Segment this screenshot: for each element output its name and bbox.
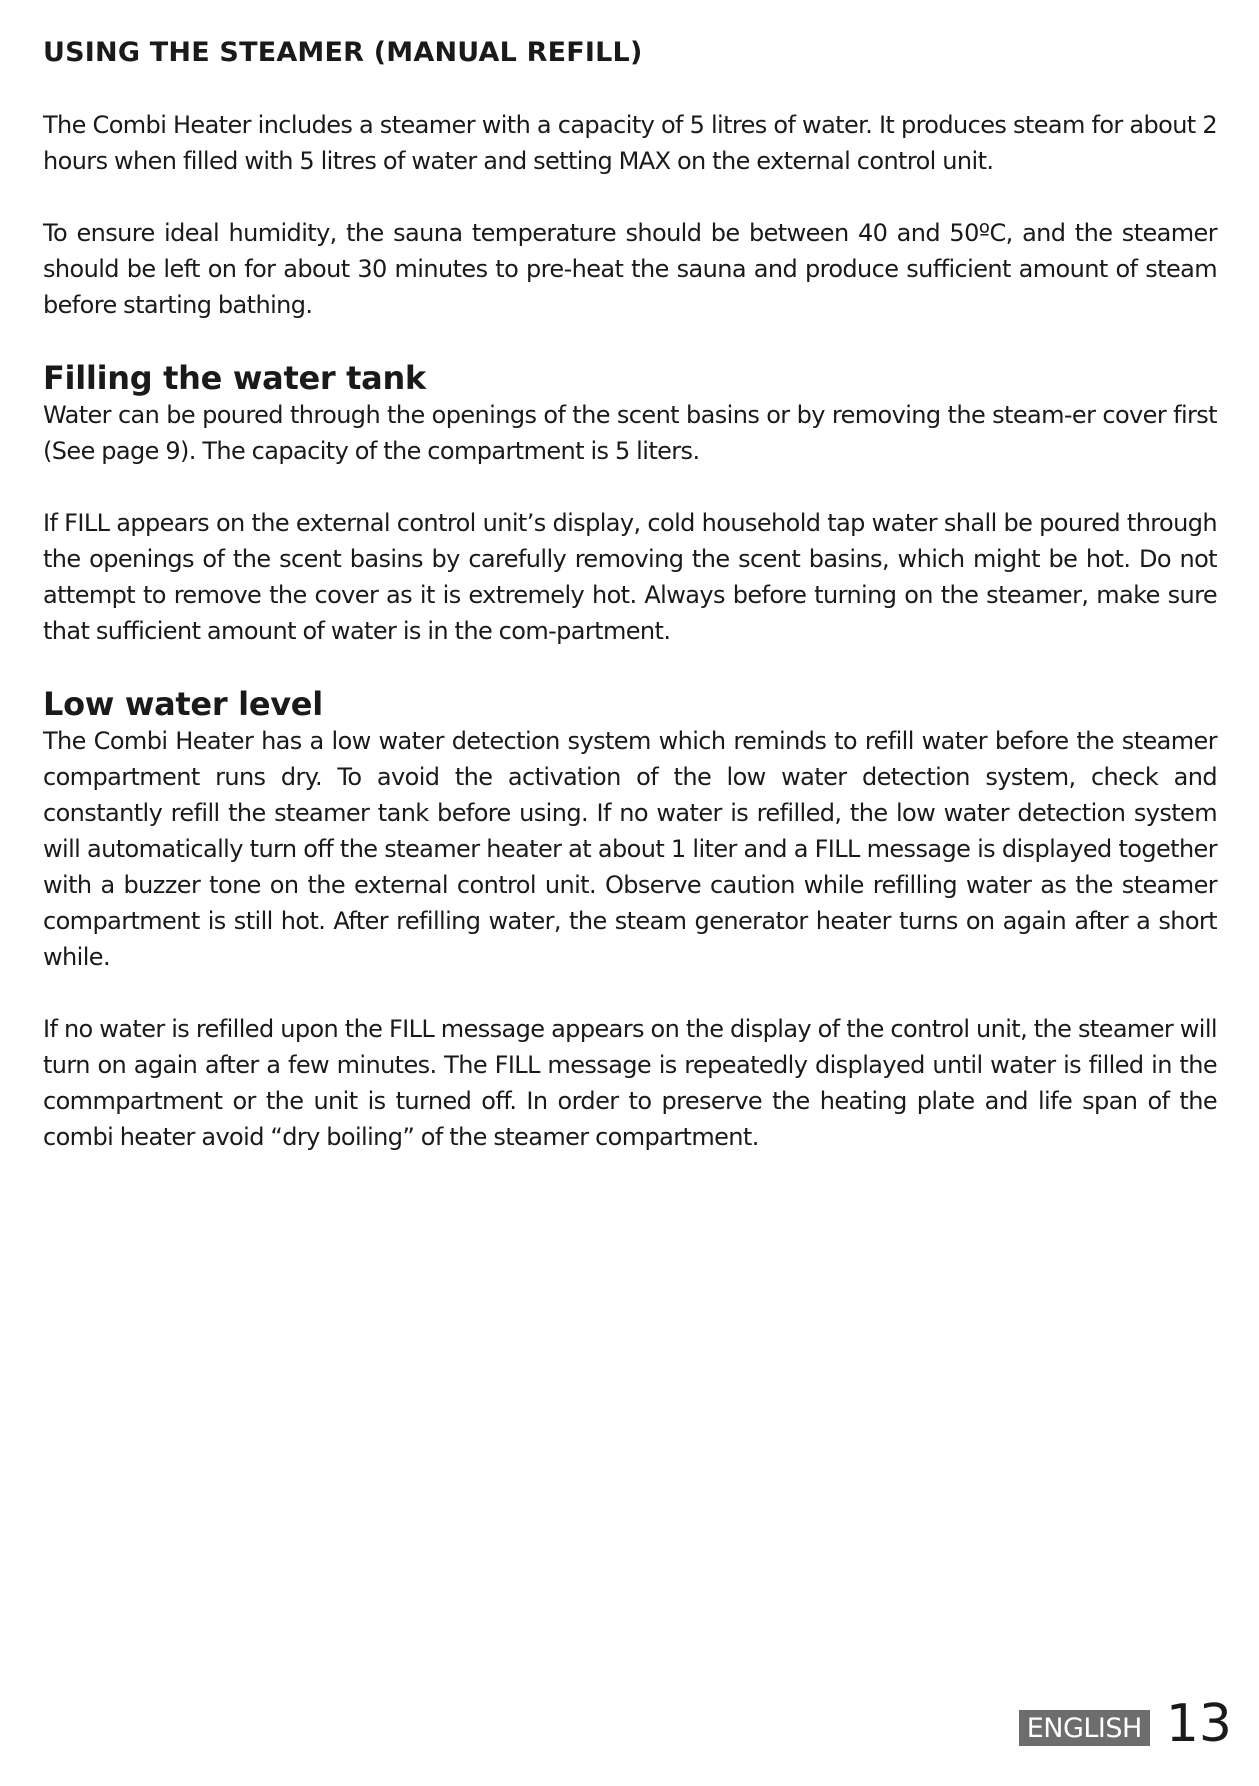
section-heading-low-water: Low water level — [43, 685, 323, 723]
low-water-paragraph-refill: If no water is refilled upon the FILL message appears on the display of the control unit, the steamer will turn on again after a few minutes. The FILL message is repeatedly displayed until water is filled in the commpartment or the unit is turned off. In order to preserve the heating plate and life span of the combi heater avoid “dry boiling” of the steamer compartment. — [43, 1015, 1217, 1151]
filling-paragraph-fill-message: If FILL appears on the external control unit’s display, cold household tap water shall be poured through the openings of the scent basins by carefully removing the scent basins, which might be hot. Do not attempt to remove the cover as it is extremely hot. Always before turning on the steamer, make sure that sufficient amount of water is in the com-partment. — [43, 509, 1217, 645]
language-badge: ENGLISH — [1019, 1710, 1150, 1746]
intro-paragraph-capacity: The Combi Heater includes a steamer with a capacity of 5 litres of water. It produces steam for about 2 hours when filled with 5 litres of water and setting MAX on the external control unit. — [43, 111, 1217, 175]
page-footer — [1019, 1694, 1232, 1754]
filling-paragraph-pouring: Water can be poured through the openings of the scent basins or by removing the steam-er cover first (See page 9). The capacity of the compartment is 5 liters. — [43, 401, 1217, 465]
document-page — [43, 36, 1217, 1191]
page-title: USING THE STEAMER (MANUAL REFILL) — [43, 37, 643, 68]
low-water-paragraph-detection: The Combi Heater has a low water detection system which reminds to refill water before the steamer compartment runs dry. To avoid the activation of the low water detection system, check and constantly refill the steamer tank before using. If no water is refilled, the low water detection system will automatically turn off the steamer heater at about 1 liter and a FILL message is displayed together with a buzzer tone on the external control unit. Observe caution while refilling water as the steamer compartment is still hot. After refilling water, the steam generator heater turns on again after a short while. — [43, 727, 1217, 971]
page-number: 13 — [1165, 1694, 1232, 1754]
section-heading-filling: Filling the water tank — [43, 359, 426, 397]
intro-paragraph-humidity: To ensure ideal humidity, the sauna temperature should be between 40 and 50ºC, and the steamer should be left on for about 30 minutes to pre-heat the sauna and produce sufficient amount of steam before starting bathing. — [43, 219, 1217, 319]
